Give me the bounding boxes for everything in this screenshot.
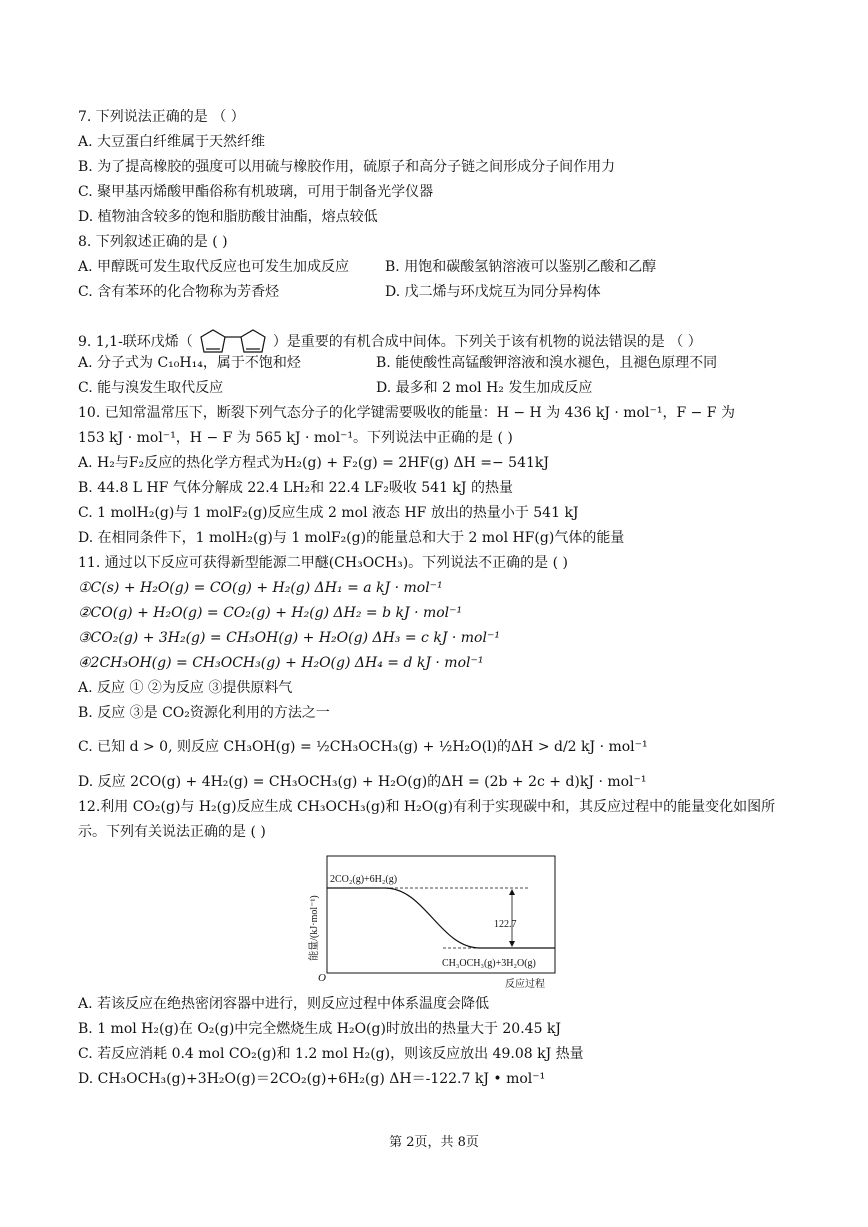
q8-option-c: C. 含有苯环的化合物称为芳香烃 xyxy=(78,284,280,300)
q11-reaction-4: ④2CH₃OH(g) = CH₃OCH₃(g) + H₂O(g) ΔH₄ = d kJ · mol⁻¹ xyxy=(78,655,484,671)
arrow-up-icon xyxy=(509,889,515,895)
q10-stem-line2: 153 kJ · mol⁻¹，H − F 为 565 kJ · mol⁻¹。下列说法中正确的是 ( ) xyxy=(78,430,513,446)
q8-option-a: A. 甲醇既可发生取代反应也可发生加成反应 xyxy=(78,259,350,275)
q11-reaction-1: ①C(s) + H₂O(g) = CO(g) + H₂(g) ΔH₁ = a kJ · mol⁻¹ xyxy=(78,580,443,596)
reactant-label: 2CO₂(g)+6H₂(g) xyxy=(330,874,398,885)
q9-option-d: D. 最多和 2 mol H₂ 发生加成反应 xyxy=(376,380,593,396)
arrow-down-icon xyxy=(509,941,515,947)
q9-option-b: B. 能使酸性高锰酸钾溶液和溴水褪色，且褪色原理不同 xyxy=(376,355,718,371)
q10-stem-line1: 10. 已知常温常压下，断裂下列气态分子的化学键需要吸收的能量：H − H 为 436 kJ · mol⁻¹，F − F 为 xyxy=(78,405,735,421)
q9-option-c: C. 能与溴发生取代反应 xyxy=(78,380,224,396)
q8-option-b: B. 用饱和碳酸氢钠溶液可以鉴别乙酸和乙醇 xyxy=(385,259,657,275)
q8-stem: 8. 下列叙述正确的是 ( ) xyxy=(78,234,228,250)
q10-option-c: C. 1 molH₂(g)与 1 molF₂(g)反应生成 2 mol 液态 HF 放出的热量小于 541 kJ xyxy=(78,505,579,521)
q10-option-a: A. H₂与F₂反应的热化学方程式为H₂(g) + F₂(g) = 2HF(g) ΔH =− 541kJ xyxy=(78,455,550,471)
q7-option-c: C. 聚甲基丙烯酸甲酯俗称有机玻璃，可用于制备光学仪器 xyxy=(78,184,434,200)
q12-option-a: A. 若该反应在绝热密闭容器中进行，则反应过程中体系温度会降低 xyxy=(78,996,490,1012)
q12-stem-line2: 示。下列有关说法正确的是 ( ) xyxy=(78,824,266,840)
chart-xlabel: 反应过程 xyxy=(505,979,545,990)
energy-curve xyxy=(327,888,555,948)
q12-option-b: B. 1 mol H₂(g)在 O₂(g)中完全燃烧生成 H₂O(g)时放出的热量大于 20.45 kJ xyxy=(78,1021,562,1037)
q11-option-d: D. 反应 2CO(g) + 4H₂(g) = CH₃OCH₃(g) + H₂O(g)的ΔH = (2b + 2c + d)kJ · mol⁻¹ xyxy=(78,774,647,790)
q8-option-d: D. 戊二烯与环戊烷互为同分异构体 xyxy=(385,284,601,300)
chart-ylabel: 能量/(kJ·mol⁻¹) xyxy=(309,895,320,961)
chart-origin-label: O xyxy=(318,972,326,984)
energy-diagram xyxy=(300,848,565,993)
q7-stem: 7. 下列说法正确的是 （ ） xyxy=(78,109,245,125)
q12-option-d: D. CH₃OCH₃(g)+3H₂O(g)＝2CO₂(g)+6H₂(g) ΔH＝-122.7 kJ • mol⁻¹ xyxy=(78,1071,546,1087)
q11-reaction-2: ②CO(g) + H₂O(g) = CO₂(g) + H₂(g) ΔH₂ = b kJ · mol⁻¹ xyxy=(78,605,463,621)
page-footer: 第 2页，共 8页 xyxy=(389,1135,479,1150)
q12-stem-line1: 12.利用 CO₂(g)与 H₂(g)反应生成 CH₃OCH₃(g)和 H₂O(g)有利于实现碳中和，其反应过程中的能量变化如图所 xyxy=(78,799,776,815)
delta-label: 122.7 xyxy=(494,919,517,930)
q9-stem-pre: 9. 1,1-联环戊烯（ xyxy=(78,334,193,350)
q7-option-a: A. 大豆蛋白纤维属于天然纤维 xyxy=(78,134,266,150)
q11-option-c: C. 已知 d > 0, 则反应 CH₃OH(g) = ½CH₃OCH₃(g) + ½H₂O(l)的ΔH > d/2 kJ · mol⁻¹ xyxy=(78,739,648,755)
q11-option-a: A. 反应 ① ②为反应 ③提供原料气 xyxy=(78,680,293,696)
q11-reaction-3: ③CO₂(g) + 3H₂(g) = CH₃OH(g) + H₂O(g) ΔH₃ = c kJ · mol⁻¹ xyxy=(78,630,500,646)
q10-option-b: B. 44.8 L HF 气体分解成 22.4 LH₂和 22.4 LF₂吸收 541 kJ 的热量 xyxy=(78,480,513,496)
q10-option-d: D. 在相同条件下，1 molH₂(g)与 1 molF₂(g)的能量总和大于 2 mol HF(g)气体的能量 xyxy=(78,530,625,546)
q12-option-c: C. 若反应消耗 0.4 mol CO₂(g)和 1.2 mol H₂(g)，则该反应放出 49.08 kJ 热量 xyxy=(78,1046,584,1062)
q7-option-d: D. 植物油含较多的饱和脂肪酸甘油酯，熔点较低 xyxy=(78,209,378,225)
q7-option-b: B. 为了提高橡胶的强度可以用硫与橡胶作用，硫原子和高分子链之间形成分子间作用力 xyxy=(78,159,616,175)
q9-option-a: A. 分子式为 C₁₀H₁₄，属于不饱和烃 xyxy=(78,355,301,371)
product-label: CH₃OCH₃(g)+3H₂O(g) xyxy=(442,958,536,969)
q9-stem-post: ）是重要的有机合成中间体。下列关于该有机物的说法错误的是 （ ） xyxy=(272,334,702,350)
q11-stem: 11. 通过以下反应可获得新型能源二甲醚(CH₃OCH₃)。下列说法不正确的是 ( ) xyxy=(78,555,569,571)
q11-option-b: B. 反应 ③是 CO₂资源化利用的方法之一 xyxy=(78,705,330,721)
